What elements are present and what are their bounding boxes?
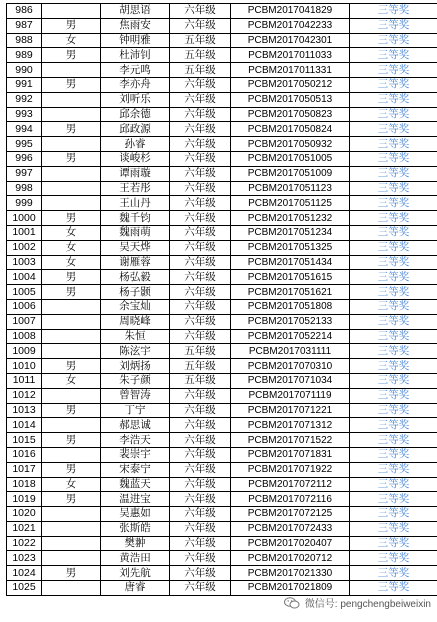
table-row (7, 63, 437, 78)
award-level: 三等奖 (350, 566, 437, 581)
row-number: 1022 (7, 536, 42, 551)
award-level: 三等奖 (350, 48, 437, 63)
award-level: 三等奖 (350, 122, 437, 137)
student-name: 张斯皓 (101, 521, 170, 536)
table-row (7, 566, 437, 581)
student-name: 周晓峰 (101, 314, 170, 329)
gender-cell: 女 (42, 240, 101, 255)
award-level: 三等奖 (350, 492, 437, 507)
table-row (7, 107, 437, 122)
gender-cell (42, 329, 101, 344)
row-number: 987 (7, 18, 42, 33)
certificate-id: PCBM2017051009 (231, 166, 350, 181)
gender-cell (42, 581, 101, 596)
award-level: 三等奖 (350, 359, 437, 374)
table-row (7, 255, 437, 270)
certificate-id: PCBM2017071522 (231, 433, 350, 448)
gender-cell: 女 (42, 255, 101, 270)
gender-cell: 男 (42, 18, 101, 33)
table-row (7, 48, 437, 63)
award-level: 三等奖 (350, 225, 437, 240)
row-number: 989 (7, 48, 42, 63)
row-number: 1015 (7, 433, 42, 448)
student-name: 钟明雅 (101, 33, 170, 48)
certificate-id: PCBM2017021330 (231, 566, 350, 581)
row-number: 1025 (7, 581, 42, 596)
grade-cell: 五年级 (170, 359, 231, 374)
certificate-id: PCBM2017050212 (231, 77, 350, 92)
award-level: 三等奖 (350, 521, 437, 536)
award-level: 三等奖 (350, 137, 437, 152)
row-number: 1008 (7, 329, 42, 344)
table-row (7, 462, 437, 477)
award-level: 三等奖 (350, 403, 437, 418)
student-name: 李元鸣 (101, 63, 170, 78)
grade-cell: 六年级 (170, 492, 231, 507)
student-name: 邱政源 (101, 122, 170, 137)
grade-cell: 六年级 (170, 92, 231, 107)
student-name: 谭雨璇 (101, 166, 170, 181)
table-row (7, 166, 437, 181)
award-level: 三等奖 (350, 536, 437, 551)
gender-cell (42, 521, 101, 536)
watermark (284, 595, 431, 610)
gender-cell: 女 (42, 477, 101, 492)
table-row (7, 137, 437, 152)
grade-cell: 六年级 (170, 4, 231, 19)
certificate-id: PCBM2017051615 (231, 270, 350, 285)
student-name: 李亦舟 (101, 77, 170, 92)
grade-cell: 六年级 (170, 166, 231, 181)
grade-cell: 六年级 (170, 551, 231, 566)
award-level: 三等奖 (350, 63, 437, 78)
student-name: 余宝灿 (101, 299, 170, 314)
row-number: 1000 (7, 211, 42, 226)
certificate-id: PCBM2017072112 (231, 477, 350, 492)
table-row (7, 285, 437, 300)
certificate-id: PCBM2017072433 (231, 521, 350, 536)
grade-cell: 六年级 (170, 418, 231, 433)
certificate-id: PCBM2017052214 (231, 329, 350, 344)
gender-cell: 男 (42, 433, 101, 448)
student-name: 李浩天 (101, 433, 170, 448)
table-row (7, 77, 437, 92)
table-row (7, 388, 437, 403)
gender-cell: 男 (42, 211, 101, 226)
table-row (7, 18, 437, 33)
grade-cell: 六年级 (170, 211, 231, 226)
award-level: 三等奖 (350, 299, 437, 314)
row-number: 1023 (7, 551, 42, 566)
table-row (7, 225, 437, 240)
student-name: 刘炳扬 (101, 359, 170, 374)
student-name: 王山丹 (101, 196, 170, 211)
table-row (7, 344, 437, 359)
row-number: 1024 (7, 566, 42, 581)
table-row (7, 373, 437, 388)
certificate-id: PCBM2017071312 (231, 418, 350, 433)
award-level: 三等奖 (350, 77, 437, 92)
row-number: 1017 (7, 462, 42, 477)
grade-cell: 六年级 (170, 507, 231, 522)
certificate-id: PCBM2017071831 (231, 447, 350, 462)
grade-cell: 六年级 (170, 462, 231, 477)
award-level: 三等奖 (350, 373, 437, 388)
gender-cell (42, 92, 101, 107)
gender-cell: 男 (42, 462, 101, 477)
student-name: 刘先航 (101, 566, 170, 581)
grade-cell: 六年级 (170, 329, 231, 344)
gender-cell: 女 (42, 373, 101, 388)
student-name: 邱余德 (101, 107, 170, 122)
certificate-id: PCBM2017072116 (231, 492, 350, 507)
grade-cell: 五年级 (170, 344, 231, 359)
student-name: 丁宁 (101, 403, 170, 418)
award-level: 三等奖 (350, 477, 437, 492)
gender-cell: 男 (42, 77, 101, 92)
table-row (7, 418, 437, 433)
student-name: 黄浩田 (101, 551, 170, 566)
award-list-sheet (6, 3, 431, 596)
wechat-icon (284, 597, 300, 609)
table-row (7, 92, 437, 107)
row-number: 1020 (7, 507, 42, 522)
student-name: 温进宝 (101, 492, 170, 507)
student-name: 孙睿 (101, 137, 170, 152)
certificate-id: PCBM2017051808 (231, 299, 350, 314)
certificate-id: PCBM2017071034 (231, 373, 350, 388)
certificate-id: PCBM2017072125 (231, 507, 350, 522)
student-name: 魏千钧 (101, 211, 170, 226)
certificate-id: PCBM2017051325 (231, 240, 350, 255)
student-name: 宋泰宁 (101, 462, 170, 477)
grade-cell: 五年级 (170, 63, 231, 78)
gender-cell (42, 344, 101, 359)
certificate-id: PCBM2017051005 (231, 151, 350, 166)
row-number: 1001 (7, 225, 42, 240)
student-name: 杨弘毅 (101, 270, 170, 285)
certificate-id: PCBM2017020712 (231, 551, 350, 566)
student-name: 王若彤 (101, 181, 170, 196)
award-level: 三等奖 (350, 329, 437, 344)
grade-cell: 六年级 (170, 240, 231, 255)
gender-cell: 男 (42, 122, 101, 137)
table-row (7, 211, 437, 226)
award-level: 三等奖 (350, 4, 437, 19)
row-number: 996 (7, 151, 42, 166)
award-level: 三等奖 (350, 462, 437, 477)
certificate-id: PCBM2017050824 (231, 122, 350, 137)
certificate-id: PCBM2017050932 (231, 137, 350, 152)
gender-cell (42, 447, 101, 462)
grade-cell: 六年级 (170, 388, 231, 403)
student-name: 樊翀 (101, 536, 170, 551)
gender-cell: 男 (42, 48, 101, 63)
grade-cell: 六年级 (170, 581, 231, 596)
certificate-id: PCBM2017011331 (231, 63, 350, 78)
gender-cell (42, 388, 101, 403)
certificate-id: PCBM2017051232 (231, 211, 350, 226)
student-name: 裴崇宇 (101, 447, 170, 462)
grade-cell: 六年级 (170, 151, 231, 166)
grade-cell: 六年级 (170, 255, 231, 270)
certificate-id: PCBM2017051125 (231, 196, 350, 211)
award-level: 三等奖 (350, 92, 437, 107)
student-name: 吴惠如 (101, 507, 170, 522)
gender-cell (42, 314, 101, 329)
certificate-id: PCBM2017051621 (231, 285, 350, 300)
table-row (7, 359, 437, 374)
certificate-id: PCBM2017051434 (231, 255, 350, 270)
student-name: 朱子颜 (101, 373, 170, 388)
award-level: 三等奖 (350, 314, 437, 329)
award-level: 三等奖 (350, 240, 437, 255)
table-row (7, 507, 437, 522)
student-name: 朱恒 (101, 329, 170, 344)
student-name: 杨子颢 (101, 285, 170, 300)
row-number: 1011 (7, 373, 42, 388)
gender-cell: 男 (42, 403, 101, 418)
gender-cell: 男 (42, 151, 101, 166)
row-number: 994 (7, 122, 42, 137)
row-number: 1010 (7, 359, 42, 374)
watermark-text: 微信号: pengchengbeiweixin (304, 599, 431, 610)
table-row (7, 299, 437, 314)
row-number: 1014 (7, 418, 42, 433)
table-row (7, 521, 437, 536)
row-number: 1018 (7, 477, 42, 492)
row-number: 1016 (7, 447, 42, 462)
award-table-body (7, 4, 437, 596)
row-number: 992 (7, 92, 42, 107)
gender-cell (42, 181, 101, 196)
award-level: 三等奖 (350, 255, 437, 270)
gender-cell: 男 (42, 359, 101, 374)
award-level: 三等奖 (350, 285, 437, 300)
award-level: 三等奖 (350, 388, 437, 403)
row-number: 1012 (7, 388, 42, 403)
table-row (7, 196, 437, 211)
row-number: 993 (7, 107, 42, 122)
table-row (7, 270, 437, 285)
award-level: 三等奖 (350, 507, 437, 522)
row-number: 1005 (7, 285, 42, 300)
table-row (7, 551, 437, 566)
student-name: 胡思语 (101, 4, 170, 19)
grade-cell: 六年级 (170, 285, 231, 300)
award-level: 三等奖 (350, 211, 437, 226)
gender-cell (42, 299, 101, 314)
grade-cell: 六年级 (170, 314, 231, 329)
gender-cell (42, 551, 101, 566)
grade-cell: 五年级 (170, 33, 231, 48)
award-level: 三等奖 (350, 551, 437, 566)
row-number: 1009 (7, 344, 42, 359)
table-row (7, 581, 437, 596)
student-name: 吴天烨 (101, 240, 170, 255)
student-name: 谈峻杉 (101, 151, 170, 166)
certificate-id: PCBM2017042301 (231, 33, 350, 48)
grade-cell: 六年级 (170, 196, 231, 211)
table-row (7, 151, 437, 166)
gender-cell (42, 63, 101, 78)
award-level: 三等奖 (350, 18, 437, 33)
grade-cell: 五年级 (170, 373, 231, 388)
row-number: 1007 (7, 314, 42, 329)
row-number: 1002 (7, 240, 42, 255)
row-number: 1013 (7, 403, 42, 418)
gender-cell: 女 (42, 225, 101, 240)
certificate-id: PCBM2017051123 (231, 181, 350, 196)
student-name: 郝思诚 (101, 418, 170, 433)
award-level: 三等奖 (350, 344, 437, 359)
table-row (7, 122, 437, 137)
row-number: 986 (7, 4, 42, 19)
gender-cell (42, 418, 101, 433)
student-name: 焦雨安 (101, 18, 170, 33)
student-name: 魏蓝天 (101, 477, 170, 492)
gender-cell: 女 (42, 33, 101, 48)
certificate-id: PCBM2017050823 (231, 107, 350, 122)
award-level: 三等奖 (350, 433, 437, 448)
table-row (7, 181, 437, 196)
gender-cell (42, 137, 101, 152)
grade-cell: 六年级 (170, 536, 231, 551)
gender-cell: 男 (42, 270, 101, 285)
award-level: 三等奖 (350, 107, 437, 122)
student-name: 唐睿 (101, 581, 170, 596)
table-row (7, 492, 437, 507)
gender-cell (42, 107, 101, 122)
award-level: 三等奖 (350, 181, 437, 196)
award-level: 三等奖 (350, 151, 437, 166)
grade-cell: 六年级 (170, 225, 231, 240)
certificate-id: PCBM2017042233 (231, 18, 350, 33)
table-row (7, 536, 437, 551)
student-name: 谢雁蓉 (101, 255, 170, 270)
certificate-id: PCBM2017070310 (231, 359, 350, 374)
certificate-id: PCBM2017052133 (231, 314, 350, 329)
row-number: 988 (7, 33, 42, 48)
row-number: 997 (7, 166, 42, 181)
award-level: 三等奖 (350, 196, 437, 211)
gender-cell (42, 166, 101, 181)
gender-cell: 男 (42, 492, 101, 507)
student-name: 刘听乐 (101, 92, 170, 107)
table-row (7, 403, 437, 418)
table-row (7, 433, 437, 448)
certificate-id: PCBM2017071119 (231, 388, 350, 403)
award-table (6, 3, 437, 596)
row-number: 1006 (7, 299, 42, 314)
table-row (7, 447, 437, 462)
row-number: 995 (7, 137, 42, 152)
certificate-id: PCBM2017011033 (231, 48, 350, 63)
award-level: 三等奖 (350, 33, 437, 48)
certificate-id: PCBM2017041829 (231, 4, 350, 19)
award-level: 三等奖 (350, 418, 437, 433)
student-name: 陈泫宇 (101, 344, 170, 359)
gender-cell (42, 196, 101, 211)
grade-cell: 六年级 (170, 521, 231, 536)
certificate-id: PCBM2017031111 (231, 344, 350, 359)
table-row (7, 329, 437, 344)
table-row (7, 477, 437, 492)
grade-cell: 六年级 (170, 447, 231, 462)
row-number: 1021 (7, 521, 42, 536)
grade-cell: 五年级 (170, 48, 231, 63)
award-level: 三等奖 (350, 166, 437, 181)
grade-cell: 六年级 (170, 477, 231, 492)
grade-cell: 六年级 (170, 403, 231, 418)
grade-cell: 六年级 (170, 107, 231, 122)
grade-cell: 六年级 (170, 137, 231, 152)
certificate-id: PCBM2017050513 (231, 92, 350, 107)
row-number: 1019 (7, 492, 42, 507)
grade-cell: 六年级 (170, 181, 231, 196)
grade-cell: 六年级 (170, 433, 231, 448)
certificate-id: PCBM2017071221 (231, 403, 350, 418)
certificate-id: PCBM2017051234 (231, 225, 350, 240)
table-row (7, 33, 437, 48)
gender-cell (42, 507, 101, 522)
grade-cell: 六年级 (170, 122, 231, 137)
gender-cell: 男 (42, 566, 101, 581)
award-level: 三等奖 (350, 581, 437, 596)
grade-cell: 六年级 (170, 18, 231, 33)
row-number: 991 (7, 77, 42, 92)
certificate-id: PCBM2017021809 (231, 581, 350, 596)
row-number: 1004 (7, 270, 42, 285)
table-row (7, 4, 437, 19)
student-name: 曾智涛 (101, 388, 170, 403)
student-name: 杜沛钊 (101, 48, 170, 63)
grade-cell: 六年级 (170, 77, 231, 92)
grade-cell: 六年级 (170, 270, 231, 285)
gender-cell (42, 536, 101, 551)
row-number: 998 (7, 181, 42, 196)
award-level: 三等奖 (350, 270, 437, 285)
grade-cell: 六年级 (170, 566, 231, 581)
gender-cell: 男 (42, 285, 101, 300)
table-row (7, 314, 437, 329)
row-number: 1003 (7, 255, 42, 270)
row-number: 999 (7, 196, 42, 211)
certificate-id: PCBM2017020407 (231, 536, 350, 551)
gender-cell (42, 4, 101, 19)
certificate-id: PCBM2017071922 (231, 462, 350, 477)
award-level: 三等奖 (350, 447, 437, 462)
table-row (7, 240, 437, 255)
student-name: 魏雨萌 (101, 225, 170, 240)
grade-cell: 六年级 (170, 299, 231, 314)
row-number: 990 (7, 63, 42, 78)
